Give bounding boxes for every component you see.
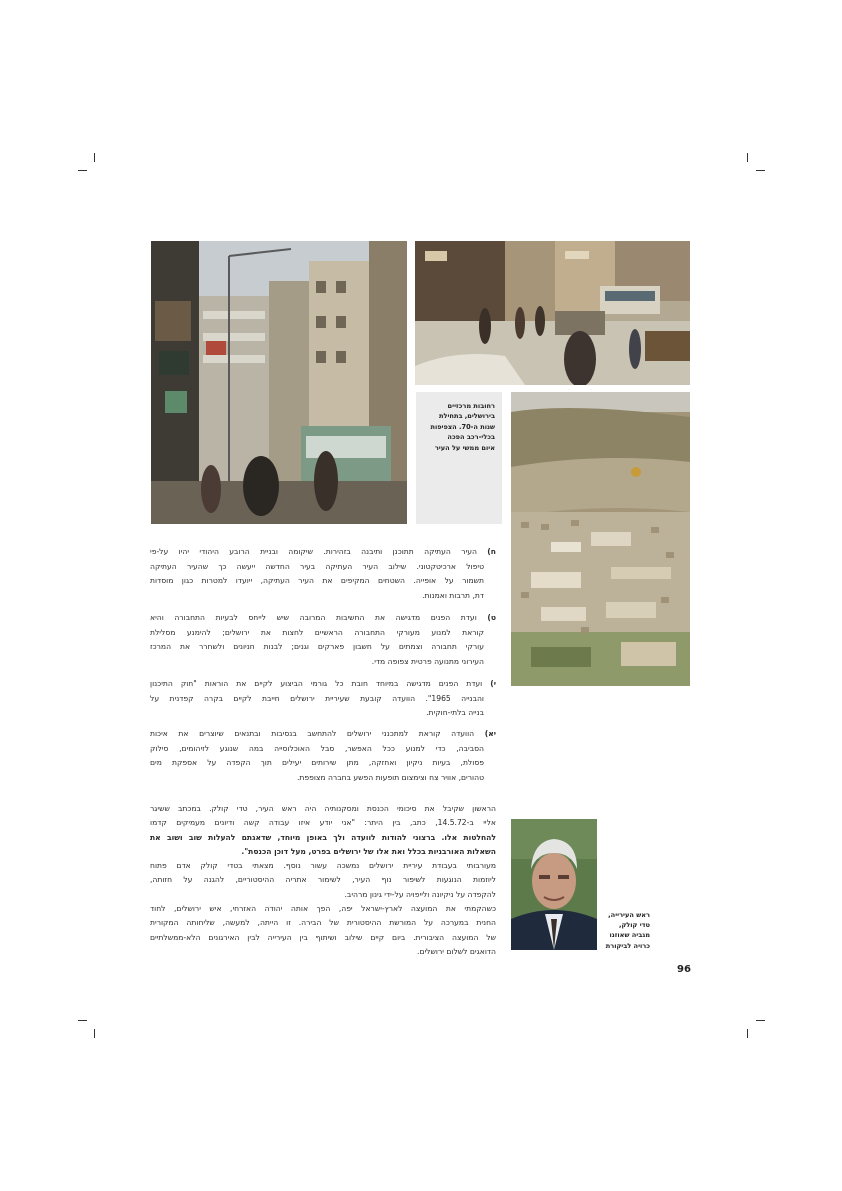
item-line: דת, תרבות ואמנות. (422, 590, 484, 600)
caption-line: מגביה שאוזנו (609, 931, 650, 940)
item-text: העיר העתיקה תתוכנן ותיבנה בזהירות. שיקומה ובניית הרובע היהודי יהיו על-פי (150, 547, 477, 556)
crop-mark-bottom-left-h (78, 1020, 87, 1021)
item-line: טהורים, אוויר צח וצימצום תופעות הפשע בחברה מצופפת. (296, 772, 484, 782)
item-number: ט) (487, 613, 496, 622)
item-line: טיפול ארכיטקטוני. שילוב העיר העתיקה בעיר החדשה ייעשה כך שהעיר העתיקה (150, 561, 484, 571)
list-item-het (150, 545, 496, 603)
portrait-photo (511, 819, 597, 950)
para-line: להקפדה על ניקיונה ולייפויה על-ידי גינון מרהיב. (344, 889, 496, 899)
para-line: של המועצה הציבורית. ביום קיים שילוב ושיתוף בין העירייה לבין האירגונים הלא-ממשלתיים (150, 932, 496, 942)
item-line: תשמור על אופייה. השטחים המקיפים את העיר העתיקה, ייועדו למטרות כגון מוסדות (150, 576, 484, 585)
item-line: בנייה בלתי-חוקית. (426, 708, 484, 717)
list-item-tet (150, 611, 496, 669)
crop-mark-top-left-h (78, 170, 87, 171)
photo-caption-main (416, 392, 502, 524)
crop-mark-bottom-right-v (747, 1029, 748, 1038)
item-line (150, 677, 496, 692)
item-number: ח) (487, 547, 496, 556)
para-line: הדואגים לשלום ירושלים. (417, 946, 496, 956)
item-line (150, 545, 496, 560)
item-line (150, 727, 496, 742)
para-line: השאלות האורבניות בכלל ואת אלו של ירושלים בפרט, מעל דוכן הכנסת". (241, 846, 496, 856)
para-line: החנית במערכה על המורשת ההיסטורית של הבירה. זו הייתה, למעשה, שליחותה המקורית (150, 918, 496, 928)
crop-mark-bottom-right-h (756, 1020, 765, 1021)
para-line: ליוזמות הנוגעות לשיפור נוף העיר, לשימור אתריה ההיסטוריים, להגנה על חזותה, (150, 875, 496, 885)
caption-line: בירושלים, בתחילת (438, 412, 495, 421)
item-line: הסביבה, כדי למנוע ככל האפשר, סבל האוכלוסייה במה שנוגע לזיהומים, סילוק (150, 743, 484, 753)
crop-mark-top-right-v (747, 153, 748, 162)
photo-caption-small (598, 910, 650, 951)
para-line: מעורבותי בעבודת עיריית ירושלים נמשכה עשור נוסף. מצאתי בטדי קולק אדם פתוח (150, 861, 496, 871)
item-line: עורקי תחבורה וצמתים על חשבון פארקים וגנים; לבנות חניונים ולשחרר את המרכז (150, 642, 484, 651)
street-photo-top-right (415, 241, 690, 385)
crop-mark-top-right-h (756, 170, 765, 171)
para-line: הראשון שקיבל את סיכומי הכנסת ומסקנותיה היה ראש העיר, טדי קולק. במכתב ששיגר (150, 804, 496, 813)
caption-line: רחובות מרכזיים (447, 402, 495, 410)
item-line: והבנייה 1965". הוועדה קובעת שעיריית ירושלים חייבת לקיים בקרה קפדנית על (150, 693, 484, 703)
caption-line: ראש העירייה, (608, 911, 650, 919)
caption-line: כרויה לביקורת (605, 941, 650, 950)
crop-mark-top-left-v (94, 153, 95, 162)
para-line: אליי ב-14.5.72, כתב, בין היתר: "אני יודע איזו עבודה קשה ודיונים מעמיקים קדמו (150, 818, 496, 828)
crop-mark-bottom-left-v (94, 1029, 95, 1038)
item-text: ועדת הפנים מדגישה את החשיבות המרובה שיש לייחס לבעיות התחבורה והיא (150, 613, 477, 622)
item-line: פסולת, בעיות ניקיון ואחזקה, מתן שירותים יעילים תוך הקפדה על אספקת מים (150, 758, 484, 767)
page-number: 96 (677, 964, 691, 975)
item-text: ועדת הפנים מדגישה במיוחד חובת כל גורמי הביצוע לקיים את הוראות "חוק התיכנון (150, 679, 483, 688)
caption-line: איום ממשי על העיר (434, 443, 495, 452)
caption-line: טדי קולק, (618, 921, 650, 930)
street-photo-left (151, 241, 407, 524)
item-text: הוועדה קוראת למתכנני ירושלים להתחשב בנסיבות ובתנאים שיוצרים את איכות (150, 729, 475, 738)
para-line: להחלטות אלו. ברצוני להודות לוועדה ולך באופן מיוחד, שדאגתם להעלות שוב ושוב את (150, 832, 496, 842)
caption-line: בכלי-רכב הפכה (447, 433, 495, 442)
city-panorama-photo (511, 392, 690, 686)
item-number: יא) (484, 729, 496, 738)
item-line (150, 611, 496, 626)
list-item-yod (150, 677, 496, 721)
item-line: קוראת למנוע מעורקי התחבורה הראשיים לחצות את ירושלים; להימנע מסלילת (150, 627, 484, 637)
list-item-yod-alef (150, 727, 496, 785)
closing-paragraph (150, 802, 496, 959)
item-line: העירוני מתנועה פרטית צפופה מדי. (371, 656, 484, 666)
para-line: כשהקמתי את המועצה לארץ-ישראל יפה, הפך אותה יהודה האזרחי, איש ירושלים, לחוד (150, 904, 496, 914)
item-number: י) (490, 679, 496, 688)
caption-line: שנות ה-70. הצפיפות (430, 422, 495, 431)
